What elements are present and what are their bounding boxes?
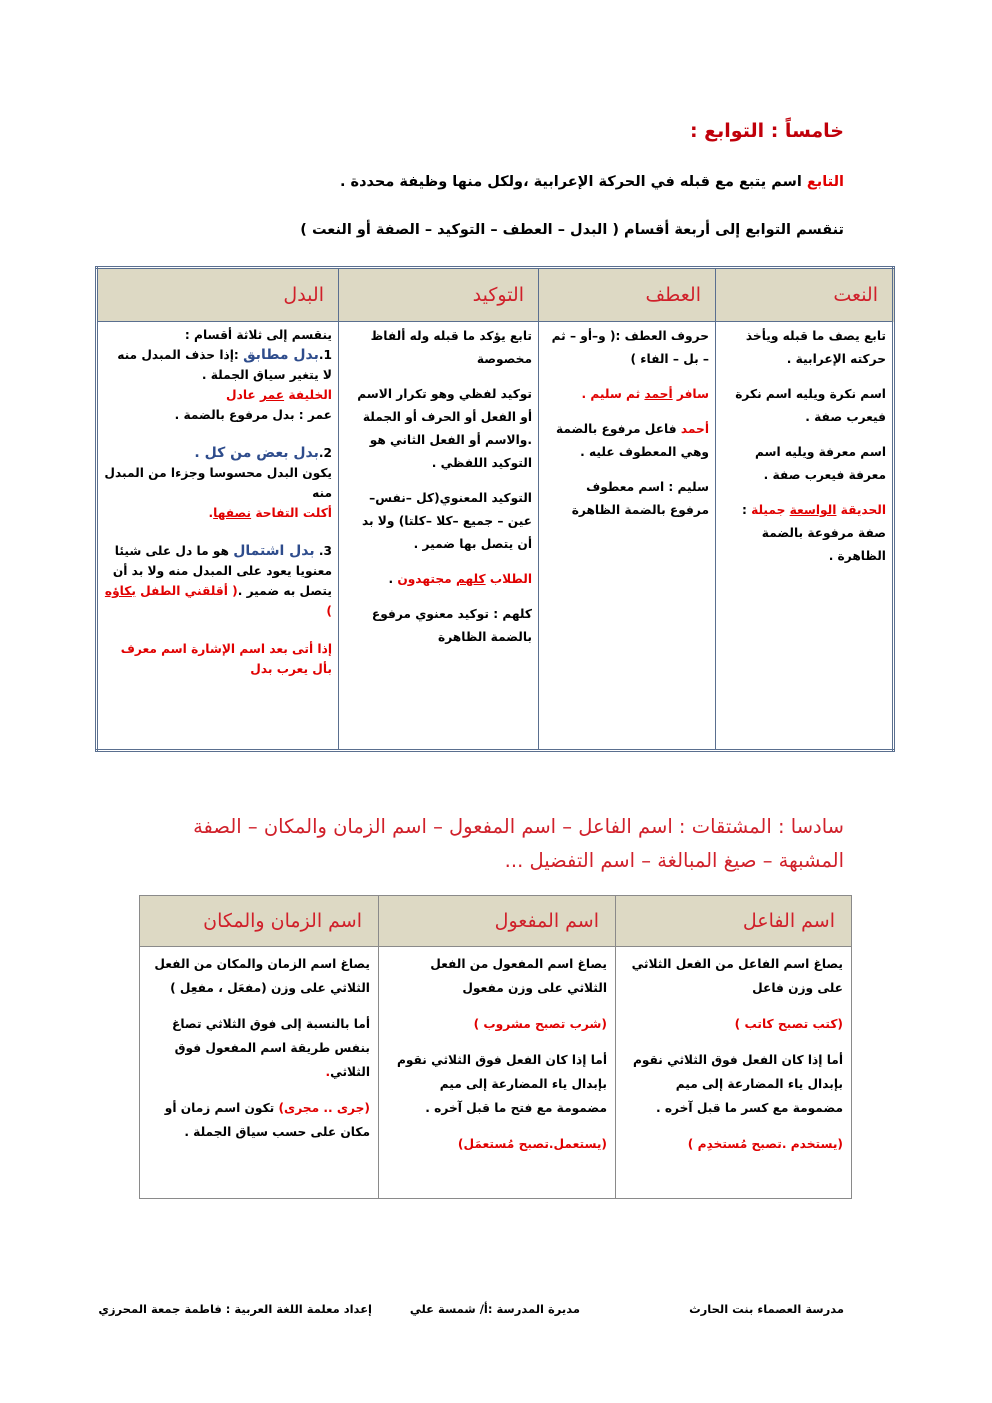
tawkid-example-b: كلهم [455,572,486,586]
division-paragraph: تنقسم التوابع إلى أربعة أقسام ( البدل – العطف – التوكيد – الصفة أو النعت ) [300,222,844,238]
badal-mutabiq-num: 1. [318,348,332,362]
definition-term: التابع [806,174,844,190]
atf-cell [539,322,716,751]
tawkid-definition: تابع يؤكد ما قبله وله ألفاظ مخصوصة [370,329,532,366]
mafool-example2: (يستعمل.تصبح مُستعمَل) [457,1137,607,1151]
header-tawkid: التوكيد [339,268,539,322]
naat-example-c: جميلة [751,503,790,517]
badal-ishtimal-title: بدل اشتمال [233,543,315,559]
badal-baad-example-c: . [208,506,214,520]
footer-principal: مديرة المدرسة :أ/ شمسة علي [409,1302,580,1316]
header-badal: البدل [97,268,339,322]
tawkid-example-c: مجتهدون [397,572,456,586]
faeil-cell [616,947,852,1199]
faeil-example2: (يستخدم .تصبح مُستخدِم ) [687,1137,843,1151]
atf-letters: حروف العطف :( و–أو – ثم – بل – الفاء ) [551,329,709,366]
atf-example [545,383,709,406]
mushtaqqat-table [139,895,852,1199]
badal-baad-desc: يكون البدل محسوسا وجزءا من المبدل منه [104,466,332,500]
badal-mutabiq-example [104,385,332,405]
zaman-rule: يصاغ اسم الزمان والمكان من الفعل الثلاثي على وزن (مفعَل ، مفعِل ) [154,957,370,995]
badal-note: إذا أتى بعد اسم الإشارة اسم معرف بأل يعرب بدل [120,642,332,676]
naat-example-tail: : صفة مرفوعة بالضمة الظاهرة . [741,503,886,563]
tawabi-body-row [97,322,894,751]
zaman-rule2 [148,1012,370,1084]
mafool-example: (شرب تصبح مشروب ) [473,1017,607,1031]
badal-ishtimal-num: 3. [314,544,332,558]
naat-example [722,499,886,568]
badal-ishtimal-example-b: بكاؤه [104,584,136,598]
badal-ishtimal-example-a: ( أقلقني الطفل [135,584,238,598]
atf-salim: سليم : اسم معطوف مرفوع بالضمة الظاهرة [571,480,709,517]
tawkid-cell [339,322,539,751]
mushtaqqat-body-row [140,947,852,1199]
naat-cell [716,322,894,751]
zaman-rule2-dot: . [325,1065,331,1079]
atf-ahmad-rest: فاعل مرفوع بالضمة وهي المعطوف عليه . [555,422,709,459]
badal-baad-num: 2. [318,446,332,460]
badal-mutabiq [104,345,332,385]
header-faeil: اسم الفاعل [616,896,852,947]
badal-ishtimal [104,541,332,621]
badal-baad-example-a: أكلت التفاحة [251,506,332,520]
faeil-example: (كتب تصبح كاتب ) [734,1017,843,1031]
zaman-example-b: تكون اسم زمان أو مكان على حسب سياق الجملة . [164,1101,370,1139]
atf-ahmad [545,418,709,464]
section-6-heading [144,810,844,878]
footer-school: مدرسة العصماء بنت الحارث [689,1302,844,1316]
header-atf: العطف [539,268,716,322]
mafool-rule: يصاغ اسم المفعول من الفعل الثلاثي على وزن مفعول [430,957,607,995]
mafool-cell [379,947,616,1199]
header-zaman: اسم الزمان والمكان [140,896,379,947]
tawabi-header-row [97,268,894,322]
mushtaqqat-header-row [140,896,852,947]
tawkid-lafzi: توكيد لفظي وهو تكرار الاسم أو الفعل أو الحرف أو الجملة .والاسم أو الفعل الثاني هو التوكيد اللفظي . [357,387,532,470]
section-6-heading-line1: سادسا : المشتقات : اسم الفاعل – اسم المفعول – اسم الزمان والمكان – الصفة [193,815,844,838]
zaman-example-a: (جرى .. مجرى) [278,1101,370,1115]
naat-definition: تابع يصف ما قبله ويأخذ حركته الإعرابية . [745,329,886,366]
tawkid-example [345,568,532,591]
header-naat: النعت [716,268,894,322]
badal-ishtimal-example-c: ) [326,604,332,618]
faeil-rule2: أما إذا كان الفعل فوق الثلاثي نقوم بإبدال ياء المضارعة إلى ميم مضمومة مع كسر ما قبل آخره . [632,1053,843,1115]
footer-teacher: إعداد معلمة اللغة العربية : فاطمة جمعة المحرزي [98,1302,372,1316]
badal-mutabiq-title: بدل مطابق [243,347,319,363]
tawkid-i3rab: كلهم : توكيد معنوي مرفوع بالضمة الظاهرة [371,607,532,644]
badal-mutabiq-example-c: عادل [226,388,261,402]
zaman-cell [140,947,379,1199]
badal-baad [104,443,332,463]
naat-example-a: الحديقة [836,503,886,517]
badal-mutabiq-example-a: الخليفة [284,388,332,402]
atf-ahmad-word: أحمد [680,422,709,436]
atf-example-b: أحمد [644,387,673,401]
badal-baad-example [104,503,332,523]
tawkid-example-dot: . [388,572,398,586]
definition-text: اسم يتبع مع قبله في الحركة الإعرابية ،ولكل منها وظيفة محددة . [340,174,807,190]
definition-paragraph [340,174,844,190]
badal-intro: ينقسم إلى ثلاثة أقسام : [184,328,332,342]
faeil-rule: يصاغ اسم الفاعل من الفعل الثلاثي على وزن فاعل [631,957,843,995]
section-5-heading: خامساً : التوابع : [689,120,844,142]
mafool-rule2: أما إذا كان الفعل فوق الثلاثي نقوم بإبدال ياء المضارعة إلى ميم مضمومة مع فتح ما قبل آخره . [396,1053,607,1115]
naat-rule-maarifa: اسم معرفة ويليه اسم معرفة فيعرب صفة . [754,445,886,482]
atf-example-a: سافر [672,387,709,401]
tawkid-example-a: الطلاب [485,572,532,586]
badal-mutabiq-desc: :إذا حذف المبدل منه لا يتغير سياق الجملة . [117,348,332,382]
zaman-example [148,1096,370,1144]
zaman-rule2-text: أما بالنسبة إلى فوق الثلاثي تصاغ بنفس طريقة اسم المفعول فوق الثلاثي [172,1017,370,1079]
tawkid-manawi: التوكيد المعنوي(كل –نفس–عين – جميع –كلا –كلتا) ولا بد أن يتصل بها ضمير . [361,491,532,551]
naat-rule-nakira: اسم نكرة ويليه اسم نكرة فيعرب صفة . [735,387,886,424]
badal-mutabiq-i3rab: عمر : بدل مرفوع بالضمة . [174,408,332,422]
atf-example-c: ثم سليم . [581,387,645,401]
section-6-heading-line2: المشبهة – صيغ المبالغة – اسم التفضيل ... [504,849,844,872]
naat-example-b: الواسعة [789,503,837,517]
badal-ishtimal-desc: هو ما دل على شيئا معنويا يعود على المبدل منه ولا بد أن يتصل به ضمير . [112,544,332,598]
badal-mutabiq-example-b: عمر [260,388,285,402]
badal-baad-example-b: نصفها [213,506,252,520]
badal-baad-title: بدل بعض من كل . [194,445,319,461]
badal-cell [97,322,339,751]
header-mafool: اسم المفعول [379,896,616,947]
tawabi-table [95,266,895,752]
